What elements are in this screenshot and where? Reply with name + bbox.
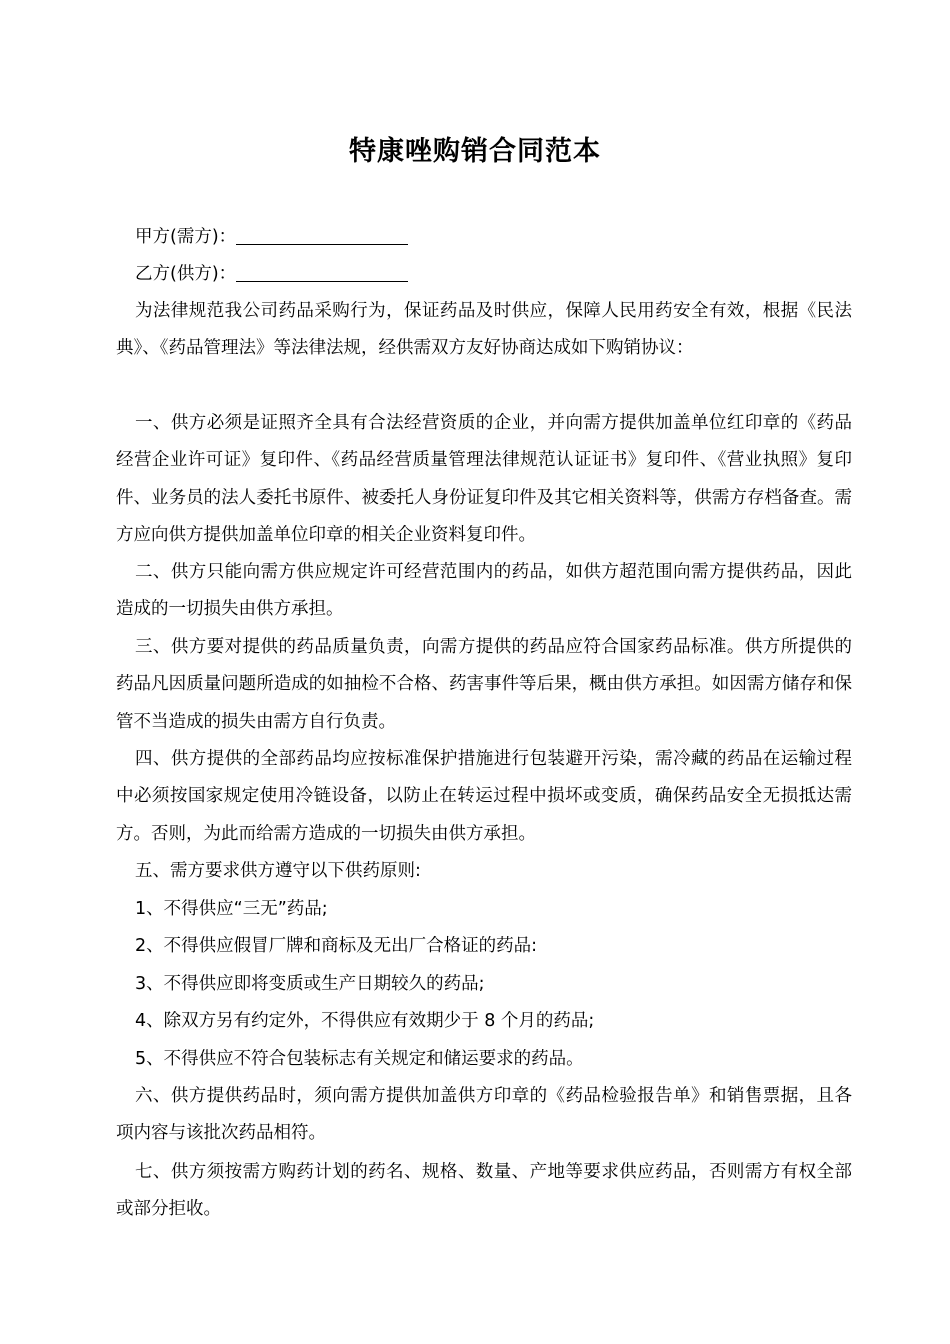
principle-4: 4、除双方另有约定外，不得供应有效期少于 8 个月的药品; [135, 1011, 595, 1031]
principle-1: 1、不得供应“三无”药品; [135, 899, 328, 919]
clause-3: 三、供方要对提供的药品质量负责，向需方提供的药品应符合国家药品标准。供方所提供的药品凡因质量问题所造成的如抽检不合格、药害事件等后果，概由供方承担。如因需方储存和保管不当造成的损失由需方自行负责。 [116, 637, 852, 732]
clause-5: 五、需方要求供方遵守以下供药原则: [135, 861, 421, 881]
clause-7: 七、供方须按需方购药计划的药名、规格、数量、产地等要求供应药品，否则需方有权全部或部分拒收。 [116, 1162, 852, 1220]
party-b-line [135, 256, 408, 293]
party-a-line [135, 219, 408, 256]
document-title: 特康唑购销合同范本 [349, 136, 601, 167]
clause-6: 六、供方提供药品时，须向需方提供加盖供方印章的《药品检验报告单》和销售票据，且各项内容与该批次药品相符。 [116, 1086, 852, 1144]
preamble-paragraph: 为法律规范我公司药品采购行为，保证药品及时供应，保障人民用药安全有效，根据《民法典》、《药品管理法》等法律法规，经供需双方友好协商达成如下购销协议： [116, 301, 852, 359]
clause-2: 二、供方只能向需方供应规定许可经营范围内的药品，如供方超范围向需方提供药品，因此造成的一切损失由供方承担。 [116, 562, 852, 620]
principle-3: 3、不得供应即将变质或生产日期较久的药品; [135, 974, 485, 994]
clause-1: 一、供方必须是证照齐全具有合法经营资质的企业，并向需方提供加盖单位红印章的《药品经营企业许可证》复印件、《药品经营质量管理法律规范认证证书》复印件、《营业执照》复印件、业务员的法人委托书原件、被委托人身份证复印件及其它相关资料等，供需方存档备查。需方应向供方提供加盖单位印章的相关企业资料复印件。 [116, 413, 852, 545]
clause-4: 四、供方提供的全部药品均应按标准保护措施进行包装避开污染，需冷藏的药品在运输过程中必须按国家规定使用冷链设备，以防止在转运过程中损坏或变质，确保药品安全无损抵达需方。否则，为此而给需方造成的一切损失由供方承担。 [116, 749, 852, 844]
party-b-blank[interactable] [236, 263, 408, 282]
principle-2: 2、不得供应假冒厂牌和商标及无出厂合格证的药品: [135, 936, 538, 956]
party-b-label: 乙方(供方)： [135, 264, 237, 284]
principle-5: 5、不得供应不符合包装标志有关规定和储运要求的药品。 [135, 1049, 584, 1069]
party-a-label: 甲方(需方)： [135, 227, 237, 247]
party-a-blank[interactable] [236, 226, 408, 245]
